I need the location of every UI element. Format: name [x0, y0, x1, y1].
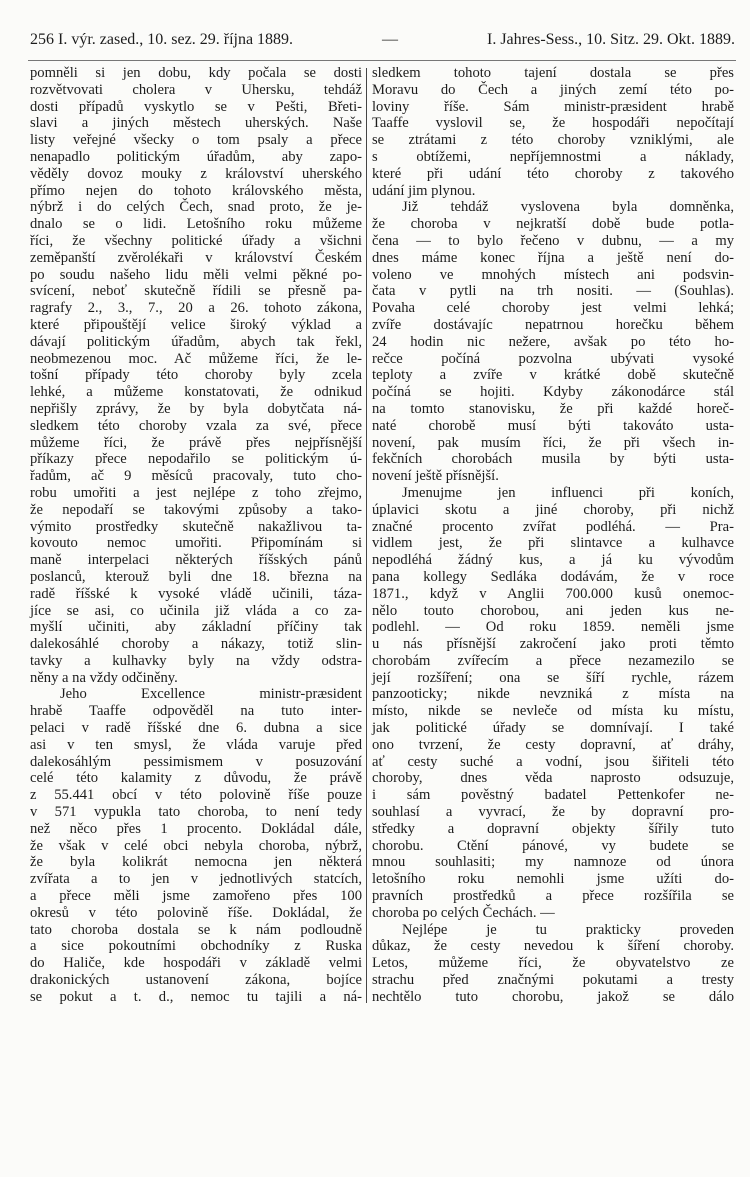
text-line-content: Moravu do Čech a jiných zemí této po- — [372, 81, 734, 98]
text-line-content: dosti případů vyskytlo se v Pešti, Břeti- — [30, 98, 362, 115]
text-line — [372, 300, 734, 317]
text-line — [372, 938, 734, 955]
text-line — [372, 653, 734, 670]
text-line — [372, 821, 734, 838]
text-line — [372, 737, 734, 754]
text-line-content: Taaffe vyslovil se, že hospodáři nepočítají — [372, 115, 734, 132]
text-line-content: že byla kolikrát nemocna jen některá — [30, 854, 362, 871]
text-line-content: ať cesty suché a vodní, jsou šiřiteli této — [372, 753, 734, 770]
text-line-content: dnalo se o lidi. Letošního roku můžeme — [30, 216, 362, 233]
text-line-content: řadům, ač 9 měsíců pracovaly, tuto cho- — [30, 468, 362, 485]
text-line — [372, 401, 734, 418]
text-line-content: mnou souhlasiti; my namnoze od února — [372, 854, 734, 871]
text-line — [372, 334, 734, 351]
text-line — [30, 435, 362, 452]
text-line-content: počíná se hojiti. Kdyby zákonodárce stál — [372, 384, 734, 401]
text-line-content: pelaci v radě říšské dne 6. dubna a sice — [30, 720, 362, 737]
text-line-content: loviny říše. Sám ministr-præsident hrabě — [372, 98, 734, 115]
text-line-content: říci, že všechny politické úřady a všichni — [30, 232, 362, 249]
text-line — [30, 938, 362, 955]
text-line — [372, 754, 734, 771]
text-line-content: se ztrátami z této choroby vzniklými, ale — [372, 132, 734, 149]
text-line — [30, 989, 362, 1006]
text-line — [30, 636, 362, 653]
text-line — [372, 871, 734, 888]
text-line — [372, 418, 734, 435]
text-line-content: 1871., když v Anglii 700.000 kusů onemoc- — [372, 585, 734, 602]
text-line — [372, 166, 734, 183]
text-line — [30, 552, 362, 569]
text-line — [30, 468, 362, 485]
text-line-content: čata v pytli na trh nositi. — (Souhlas). — [372, 283, 734, 300]
text-line — [30, 233, 362, 250]
text-line-content: teploty a zvíře v krátké době skutečně — [372, 367, 734, 384]
text-line-content: celé této kalamity z důvodu, že právě — [30, 770, 362, 787]
text-line — [30, 451, 362, 468]
text-line-content: tavky a kulhavky byly na vždy odstra- — [30, 652, 362, 669]
text-line — [372, 670, 734, 687]
text-line-content: na tomto stanovisku, že při každé horeč- — [372, 400, 734, 417]
text-line — [30, 166, 362, 183]
text-line-content: letošního roku nemohli jsme užíti do- — [372, 871, 734, 888]
text-line-content: myšlí učiniti, aby základní příčiny tak — [30, 619, 362, 636]
text-line — [372, 468, 734, 485]
text-line-content: souhlasí a vyvrací, že by dopravní pro- — [372, 804, 734, 821]
text-line — [30, 670, 362, 687]
text-line-content: nenapadlo politickým úřadům, aby zapo- — [30, 148, 362, 165]
text-line — [372, 905, 734, 922]
text-line — [372, 502, 734, 519]
text-line — [372, 485, 734, 502]
text-line-content: zeměpanští zvěrolékaři v království Českém — [30, 249, 362, 266]
text-line — [372, 955, 734, 972]
text-line-content: dalekosáhlé choroby a nákazy, totiž slin- — [30, 636, 362, 653]
text-line-content: zvíře dostávajíc nepatrnou horečku během — [372, 316, 734, 333]
text-line-content: s obtížemi, nepříjemnostmi a náklady, — [372, 148, 734, 165]
text-line — [372, 65, 734, 82]
text-line — [372, 149, 734, 166]
text-line-content: slavi a jiných městech uherských. Naše — [30, 115, 362, 132]
text-line-content: něny a na vždy odčiněny. — [30, 669, 178, 686]
text-line — [30, 888, 362, 905]
text-line-content: chorobu. Ctění pánové, vy budete se — [372, 837, 734, 854]
text-line — [30, 115, 362, 132]
text-line — [372, 216, 734, 233]
text-line-content: choroba po celých Čechách. — — [372, 904, 555, 921]
text-line — [372, 619, 734, 636]
text-line-content: po soudu našeho lidu měli velmi pěkné po- — [30, 266, 362, 283]
text-line — [30, 720, 362, 737]
text-line — [30, 485, 362, 502]
header-german: I. Jahres-Sess., 10. Sitz. 29. Okt. 1889. — [487, 31, 735, 48]
text-line — [372, 384, 734, 401]
text-line — [372, 703, 734, 720]
text-line — [30, 82, 362, 99]
text-line — [372, 838, 734, 855]
text-line — [30, 250, 362, 267]
text-line-content: z 55.441 obcí v této polovině říše pouze — [30, 787, 362, 804]
text-line-content: i sám pověstný badatel Pettenkofer ne- — [372, 787, 734, 804]
text-line — [372, 552, 734, 569]
text-line — [30, 686, 362, 703]
text-line — [30, 401, 362, 418]
text-line-content: věděly dovoz mouky z království uherského — [30, 165, 362, 182]
text-line-content: tato choroba dostala se k nám podloudně — [30, 921, 362, 938]
text-line — [372, 115, 734, 132]
text-line-content: v 571 vypukla tato choroba, to není tedy — [30, 804, 362, 821]
text-line-content: robu umořiti a jest nejlépe z toho zřejmo, — [30, 484, 362, 501]
text-line — [30, 132, 362, 149]
text-line-content: pana kollegy Sedláka dodávám, že v roce — [372, 568, 734, 585]
text-line — [30, 384, 362, 401]
text-line — [30, 199, 362, 216]
text-line — [30, 838, 362, 855]
text-line — [372, 351, 734, 368]
text-line-content: zvířata a to jen v jednotlivých statcích, — [30, 871, 362, 888]
text-line — [30, 535, 362, 552]
text-line — [372, 82, 734, 99]
text-line — [30, 367, 362, 384]
text-line — [30, 955, 362, 972]
text-line — [30, 502, 362, 519]
text-line-content: které při udání této choroby z takového — [372, 165, 734, 182]
text-line-content: novení, pak musím říci, že při všech in- — [372, 434, 734, 451]
text-line — [30, 703, 362, 720]
text-line-content: můžeme říci, že právě přes nejpřísnější — [30, 434, 362, 451]
text-line-content: strachu před značnými pokutami a tresty — [372, 972, 734, 989]
text-line-content: úplavici skotu a jiné choroby, při nichž — [372, 501, 734, 518]
text-line-content: novení ještě přísnější. — [372, 468, 499, 485]
text-line-content: Letos, můžeme říci, že obyvatelstvo ze — [372, 955, 734, 972]
text-line — [30, 418, 362, 435]
text-line-content: značné procento zvířat podléhá. — Pra- — [372, 518, 734, 535]
text-line — [372, 519, 734, 536]
text-line — [30, 283, 362, 300]
text-line-content: podlehl. — Od roku 1859. neměli jsme — [372, 619, 734, 636]
text-line — [372, 317, 734, 334]
text-line — [30, 804, 362, 821]
text-line-content: rozvětvovati cholera v Uhersku, tehdáž — [30, 81, 362, 98]
text-line-content: čena — to bylo řečeno v dubnu, — a my — [372, 232, 734, 249]
text-line — [372, 367, 734, 384]
text-line-content: maně interpelaci některých říšských pánů — [30, 552, 362, 569]
text-line-content: poslanců, kterouž byli dne 18. března na — [30, 568, 362, 585]
text-line-content: její rozšíření; ona se šíří rychle, rázem — [372, 669, 734, 686]
text-line — [30, 770, 362, 787]
text-line — [372, 787, 734, 804]
text-line — [372, 804, 734, 821]
text-line-content: Již tehdáž vyslovena byla domněnka, — [402, 199, 734, 216]
text-line-content: nechtělo tuto chorobu, jakož se dálo — [372, 988, 734, 1005]
text-line — [30, 821, 362, 838]
text-line — [372, 99, 734, 116]
text-line-content: příkazy přece nepodařilo se politickým ú- — [30, 451, 362, 468]
text-line-content: voleno ve mnohých místech ani podsvin- — [372, 266, 734, 283]
text-line — [372, 233, 734, 250]
text-line-content: pomněli si jen dobu, kdy počala se dosti — [30, 65, 362, 81]
text-line-content: a sice pokoutními obchodníky z Ruska — [30, 938, 362, 955]
page-header — [30, 31, 735, 53]
text-line-content: ragrafy 2., 3., 7., 20 a 26. tohoto zákona, — [30, 300, 362, 317]
text-line — [372, 435, 734, 452]
text-line-content: neobmezenou moc. Ač můžeme říci, že le- — [30, 350, 362, 367]
text-line-content: jíce se asi, co učinila již vláda a co za- — [30, 602, 362, 619]
text-line — [372, 603, 734, 620]
text-line — [372, 132, 734, 149]
text-line — [372, 720, 734, 737]
text-line — [372, 283, 734, 300]
text-line-content: okresů v této polovině říše. Dokládal, že — [30, 904, 362, 921]
text-line-content: choroby, dnes věda naprosto odsuzuje, — [372, 770, 734, 787]
header-separator: — — [382, 31, 399, 48]
text-line — [30, 216, 362, 233]
text-line-content: jak politické úřady se domnívají. I také — [372, 720, 734, 737]
text-line-content: že choroba v nejkratší době bude potla- — [372, 216, 734, 233]
text-line-content: dalekosáhlým pessimismem v posuzování — [30, 753, 362, 770]
text-line — [30, 519, 362, 536]
text-line — [372, 183, 734, 200]
text-line-content: nýbrž i do celých Čech, snad proto, že je- — [30, 199, 362, 216]
text-line-content: sledkem tohoto tajení dostala se přes — [372, 65, 734, 81]
text-line — [30, 619, 362, 636]
text-line-content: naté chorobě musí býti takováto usta- — [372, 417, 734, 434]
text-line — [372, 586, 734, 603]
text-line-content: nělo touto chorobou, ani jeden kus ne- — [372, 602, 734, 619]
text-line-content: než něco přes 1 procento. Dokládal dále, — [30, 820, 362, 837]
text-line-content: místo, nikde se nevleče od místa ku místu, — [372, 703, 734, 720]
text-line — [30, 905, 362, 922]
text-line-content: dávají politickým úřadům, abych tak řekl, — [30, 333, 362, 350]
text-line-content: Povaha celé choroby jest velmi lehká; — [372, 300, 734, 317]
text-line — [372, 267, 734, 284]
text-line — [30, 300, 362, 317]
text-line — [30, 569, 362, 586]
text-line — [30, 351, 362, 368]
column-divider — [366, 68, 367, 1003]
text-line-content: Jeho Excellence ministr-præsident — [60, 686, 362, 703]
text-line-content: asi v ten smysl, že vláda varuje před — [30, 736, 362, 753]
text-line — [30, 603, 362, 620]
text-line — [30, 267, 362, 284]
text-line-content: do Haliče, kde hospodáři v základě velmi — [30, 955, 362, 972]
text-line — [30, 99, 362, 116]
text-line-content: listy veřejné všecky o tom psaly a přece — [30, 132, 362, 149]
text-line — [30, 922, 362, 939]
text-line-content: drakonických ustanovení zákona, bojíce — [30, 972, 362, 989]
text-line-content: ono tvrzení, že cesty dopravní, ať dráhy, — [372, 736, 734, 753]
text-line-content: rečce počíná pozvolna ubývati vysoké — [372, 350, 734, 367]
text-line-content: pravních prostředků a přece rozšířila se — [372, 888, 734, 905]
text-line-content: radě říšské k vysoké vládě učinili, táza- — [30, 585, 362, 602]
text-line-content: tošní případy této choroby byly zcela — [30, 367, 362, 384]
text-line-content: chorobám zvířecím a přece nezamezilo se — [372, 652, 734, 669]
text-line — [30, 737, 362, 754]
text-line — [372, 989, 734, 1006]
right-column — [372, 65, 734, 1006]
text-line-content: panzooticky; nikde nevzniká z místa na — [372, 686, 734, 703]
text-line — [30, 586, 362, 603]
header-rule — [28, 60, 736, 61]
text-line-content: u nás přísnější zakročení jako proti těmto — [372, 636, 734, 653]
text-line — [30, 972, 362, 989]
text-line — [372, 250, 734, 267]
text-line — [30, 334, 362, 351]
text-line-content: se pokut a t. d., nemoc tu tajili a ná- — [30, 988, 362, 1005]
text-line — [30, 65, 362, 82]
text-line — [372, 888, 734, 905]
text-line-content: přímo nejen do tohoto královského města, — [30, 182, 362, 199]
text-line-content: že nepodaří se takovými způsoby a tako- — [30, 501, 362, 518]
left-column — [30, 65, 362, 1006]
text-line — [372, 199, 734, 216]
text-line — [30, 183, 362, 200]
text-line — [372, 569, 734, 586]
header-czech: 256 I. výr. zased., 10. sez. 29. října 1889. — [30, 31, 294, 48]
text-line — [30, 871, 362, 888]
text-line-content: kovouto nemoc umořiti. Připomínám si — [30, 535, 362, 552]
text-line — [372, 770, 734, 787]
text-line-content: výmito prostředky skutečně nakažlivou ta- — [30, 518, 362, 535]
text-line — [30, 149, 362, 166]
text-line-content: Nejlépe je tu prakticky proveden — [402, 921, 734, 938]
text-line-content: hrabě Taaffe odpověděl na tuto inter- — [30, 703, 362, 720]
text-line-content: dnes máme konec října a ještě není do- — [372, 249, 734, 266]
text-line-content: svícení, neboť skutečně řídili se přesně pa- — [30, 283, 362, 300]
text-line — [372, 922, 734, 939]
text-line-content: fekčních chorobách musila by býti usta- — [372, 451, 734, 468]
text-line-content: vidlem jest, že při slintavce a kulhavce — [372, 535, 734, 552]
text-line — [30, 854, 362, 871]
text-line — [30, 754, 362, 771]
text-line — [372, 686, 734, 703]
text-line-content: Jmenujme jen influenci při koních, — [402, 484, 734, 501]
text-line — [30, 653, 362, 670]
text-line-content: udání jim plynou. — [372, 182, 476, 199]
text-line — [372, 636, 734, 653]
text-line — [30, 317, 362, 334]
text-line — [30, 787, 362, 804]
text-line-content: středky a dopravní objekty šířily tuto — [372, 820, 734, 837]
text-line — [372, 451, 734, 468]
text-line-content: že však v celé obci nebyla choroba, nýbrž, — [30, 837, 362, 854]
text-line-content: lehké, a můžeme konstatovati, že odnikud — [30, 384, 362, 401]
text-line-content: 24 hodin nic nežere, avšak po této ho- — [372, 333, 734, 350]
text-line-content: nepodléhá žádný kus, a já ku vývodům — [372, 552, 734, 569]
text-line-content: důkaz, že cesty nevedou k šíření choroby. — [372, 938, 734, 955]
text-line-content: které připouštějí velice široký výklad a — [30, 316, 362, 333]
text-line-content: a přece měli jsme zamořeno přes 100 — [30, 888, 362, 905]
text-line-content: sledkem této choroby vzala za své, přece — [30, 417, 362, 434]
text-line — [372, 854, 734, 871]
text-line — [372, 535, 734, 552]
text-line — [372, 972, 734, 989]
text-line-content: nepřišly zprávy, že by byla dobytčata ná- — [30, 400, 362, 417]
